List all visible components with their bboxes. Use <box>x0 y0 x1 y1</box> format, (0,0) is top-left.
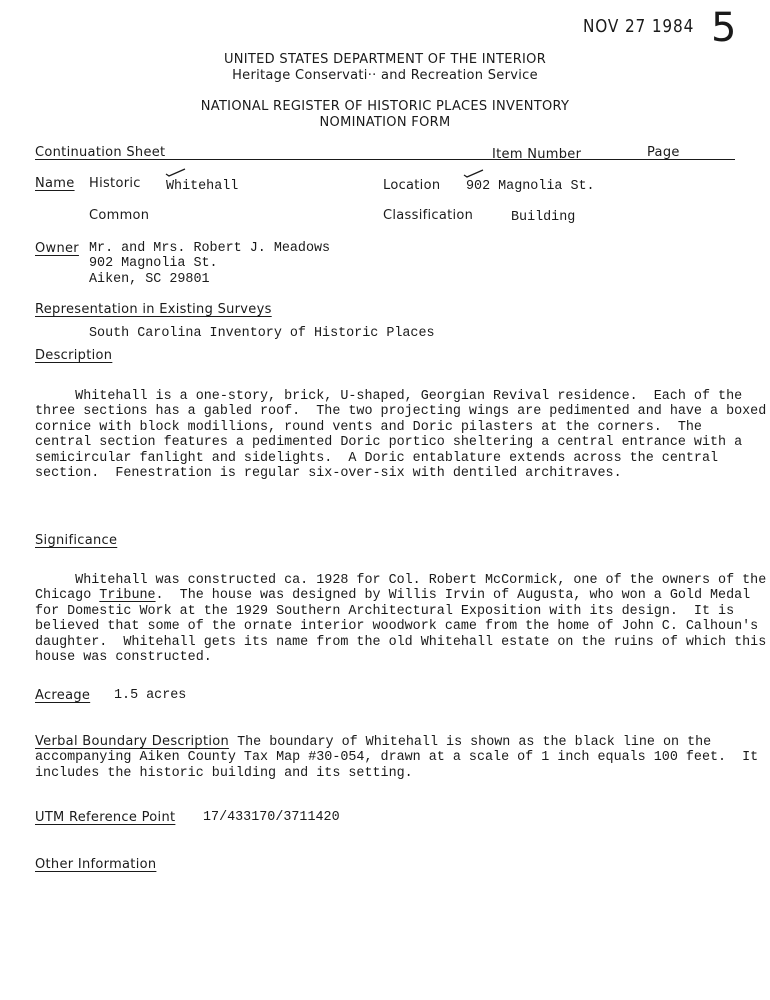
page-number-stamp: 5 <box>711 5 737 51</box>
received-date-stamp: NOV 27 1984 <box>583 16 695 37</box>
text-line: believed that some of the ornate interior woodwork came from the home of John C. Calhoun's <box>35 619 759 634</box>
significance-text <box>35 557 767 681</box>
classification-value: Building <box>511 210 576 225</box>
boundary-text <box>35 718 759 797</box>
name-label: Name <box>35 176 75 191</box>
utm-label: UTM Reference Point <box>35 810 176 825</box>
register-title: NATIONAL REGISTER OF HISTORIC PLACES INVENTORY <box>200 99 570 114</box>
continuation-sheet-label: Continuation Sheet <box>35 145 166 160</box>
surveys-value: South Carolina Inventory of Historic Places <box>89 326 435 341</box>
utm-value: 17/433170/3711420 <box>203 810 340 825</box>
text-line: Verbal Boundary Description The boundary of Whitehall is shown as the black line on the <box>35 733 712 750</box>
text-line: cornice with block modillions, round vents and Doric pilasters at the corners. The <box>35 419 702 435</box>
text-line: Chicago Tribune. The house was designed by Willis Irvin of Augusta, who won a Gold Medal <box>35 588 751 603</box>
historic-label: Historic <box>89 176 141 191</box>
text-line: Whitehall is a one-story, brick, U-shaped, Georgian Revival residence. Each of the <box>35 388 743 404</box>
other-information-label: Other Information <box>35 857 157 872</box>
significance-label: Significance <box>35 533 118 548</box>
text-line: includes the historic building and its setting. <box>35 765 413 781</box>
historic-name-value: Whitehall <box>166 179 239 194</box>
text-line: central section features a pedimented Doric portico sheltering a central entrance with a <box>35 435 743 450</box>
owner-street: 902 Magnolia St. <box>89 256 218 271</box>
department-title: UNITED STATES DEPARTMENT OF THE INTERIOR <box>223 52 547 67</box>
location-value: 902 Magnolia St. <box>466 179 595 194</box>
surveys-label: Representation in Existing Surveys <box>35 302 272 317</box>
acreage-label: Acreage <box>35 688 91 703</box>
location-label: Location <box>383 178 441 193</box>
text-line: house was constructed. <box>35 650 212 665</box>
classification-label: Classification <box>383 208 474 223</box>
newspaper-title: Tribune <box>99 588 156 603</box>
description-text <box>35 373 767 497</box>
page-label: Page <box>647 145 680 160</box>
text-line: accompanying Aiken County Tax Map #30-054, drawn at a scale of 1 inch equals 100 feet. It <box>35 750 759 765</box>
check-mark-icon <box>462 167 486 179</box>
acreage-value: 1.5 acres <box>114 688 187 703</box>
text-line: three sections has a gabled roof. The two projecting wings are pedimented and have a boxed <box>35 404 767 419</box>
form-title: NOMINATION FORM <box>319 115 451 130</box>
owner-city: Aiken, SC 29801 <box>89 272 210 287</box>
text-line: section. Fenestration is regular six-over-six with dentiled architraves. <box>35 466 622 481</box>
text-line: for Domestic Work at the 1929 Southern Architectural Exposition with its design. It is <box>35 603 735 619</box>
owner-label: Owner <box>35 241 79 256</box>
header-rule <box>35 159 735 160</box>
text-line: semicircular fanlight and sidelights. A Doric entablature extends across the central <box>35 450 719 466</box>
description-label: Description <box>35 348 113 363</box>
text-line: Whitehall was constructed ca. 1928 for Col. Robert McCormick, one of the owners of the <box>35 572 767 588</box>
common-label: Common <box>89 208 150 223</box>
boundary-label: Verbal Boundary Description <box>35 733 230 749</box>
check-mark-icon <box>164 166 188 178</box>
item-number-label: Item Number <box>492 147 582 162</box>
text-line: daughter. Whitehall gets its name from the old Whitehall estate on the ruins of which this <box>35 634 767 650</box>
service-title: Heritage Conservati·· and Recreation Service <box>232 68 538 83</box>
owner-name: Mr. and Mrs. Robert J. Meadows <box>89 241 331 256</box>
